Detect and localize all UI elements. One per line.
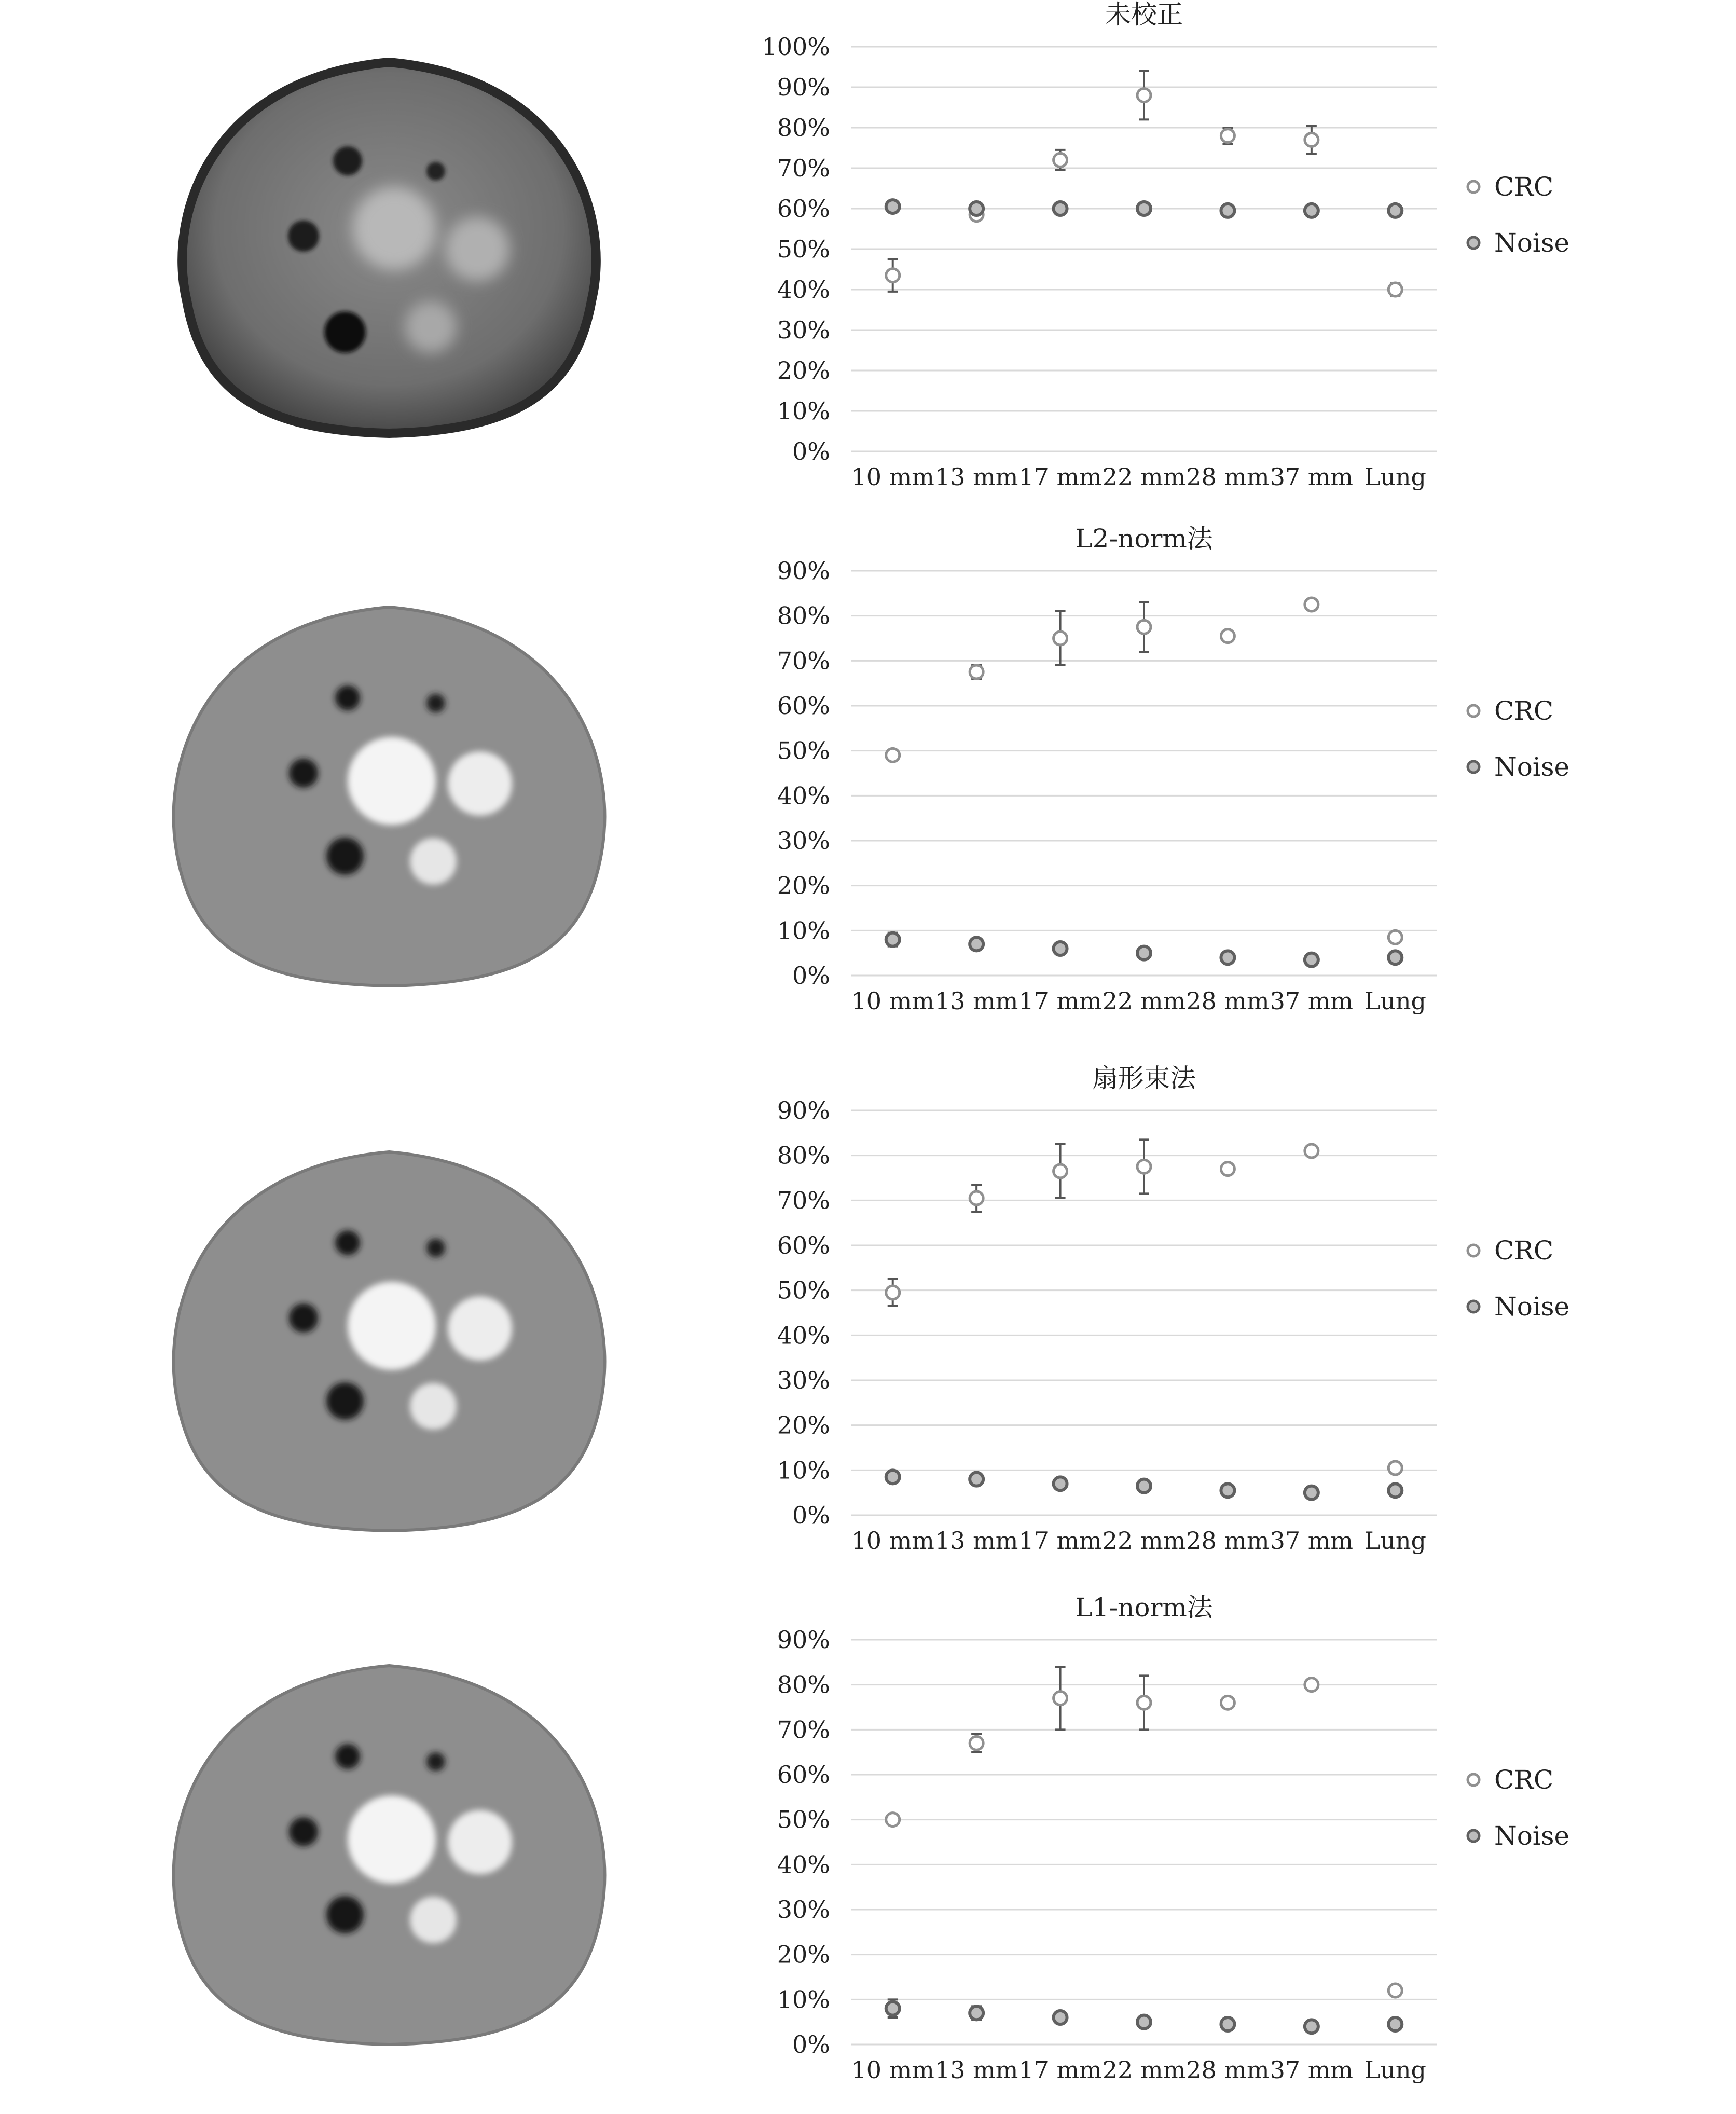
crc-point bbox=[886, 1286, 900, 1299]
legend-noise-label: Noise bbox=[1494, 1821, 1570, 1851]
cold-sphere-lung bbox=[326, 1896, 364, 1933]
y-tick-label: 70% bbox=[777, 647, 830, 675]
chart-uncorrected bbox=[747, 0, 1639, 519]
crc-point bbox=[970, 665, 983, 679]
hot-sphere-22mm bbox=[410, 1897, 457, 1943]
noise-point bbox=[970, 2006, 983, 2020]
hot-sphere-28mm bbox=[448, 751, 512, 816]
noise-point bbox=[1221, 2017, 1234, 2031]
chart-title: L2-norm法 bbox=[1075, 524, 1213, 554]
noise-point bbox=[1137, 2015, 1151, 2029]
x-tick-label: 17 mm bbox=[1018, 987, 1102, 1015]
crc-point bbox=[1305, 598, 1318, 611]
y-tick-label: 40% bbox=[777, 781, 830, 810]
cold-sphere-lung bbox=[326, 838, 364, 875]
y-tick-label: 20% bbox=[777, 1411, 830, 1439]
cold-sphere-17mm bbox=[288, 221, 319, 252]
hot-sphere-28mm bbox=[448, 1810, 512, 1874]
noise-point bbox=[1388, 951, 1402, 964]
cold-sphere-13mm bbox=[335, 1744, 360, 1769]
cold-sphere-13mm bbox=[335, 1230, 360, 1255]
hot-sphere-22mm bbox=[405, 301, 457, 353]
y-tick-label: 60% bbox=[777, 692, 830, 720]
crc-point bbox=[1305, 133, 1318, 146]
y-tick-label: 50% bbox=[777, 1805, 830, 1834]
cold-sphere-17mm bbox=[289, 1303, 318, 1333]
crc-point bbox=[1137, 620, 1151, 634]
y-tick-label: 40% bbox=[777, 276, 830, 304]
y-tick-label: 80% bbox=[777, 114, 830, 142]
x-tick-label: Lung bbox=[1364, 463, 1426, 491]
y-tick-label: 30% bbox=[777, 316, 830, 344]
hot-sphere-37mm bbox=[348, 1282, 436, 1370]
cold-sphere-13mm bbox=[335, 685, 360, 710]
y-tick-label: 50% bbox=[777, 1276, 830, 1305]
legend-noise-label: Noise bbox=[1494, 1292, 1570, 1322]
x-tick-label: 17 mm bbox=[1018, 2056, 1102, 2084]
crc-point bbox=[1221, 1696, 1234, 1709]
y-tick-label: 80% bbox=[777, 1670, 830, 1699]
x-tick-label: 28 mm bbox=[1186, 987, 1270, 1015]
hot-sphere-37mm bbox=[348, 737, 436, 825]
y-tick-label: 30% bbox=[777, 1896, 830, 1924]
y-tick-label: 70% bbox=[777, 154, 830, 182]
crc-point bbox=[1221, 629, 1234, 643]
x-tick-label: Lung bbox=[1364, 2056, 1426, 2084]
cold-sphere-lung bbox=[326, 1382, 364, 1420]
cold-sphere-17mm bbox=[289, 759, 318, 788]
chart-l2-norm bbox=[747, 524, 1639, 1043]
noise-point bbox=[1221, 951, 1234, 964]
x-tick-label: Lung bbox=[1364, 987, 1426, 1015]
chart-fan-beam bbox=[747, 1064, 1639, 1583]
crc-point bbox=[1054, 1164, 1067, 1178]
y-tick-label: 90% bbox=[777, 1096, 830, 1124]
y-tick-label: 100% bbox=[762, 33, 830, 61]
crc-point bbox=[1388, 283, 1402, 296]
legend-crc-marker bbox=[1468, 181, 1479, 193]
chart-l1-norm bbox=[747, 1593, 1639, 2112]
x-tick-label: 22 mm bbox=[1102, 987, 1186, 1015]
x-tick-label: 37 mm bbox=[1270, 987, 1354, 1015]
x-tick-label: 37 mm bbox=[1270, 463, 1354, 491]
noise-point bbox=[886, 2002, 900, 2015]
y-tick-label: 40% bbox=[777, 1850, 830, 1879]
x-tick-label: 10 mm bbox=[851, 987, 934, 1015]
y-tick-label: 10% bbox=[777, 916, 830, 945]
y-tick-label: 0% bbox=[792, 1501, 830, 1529]
crc-point bbox=[1388, 930, 1402, 944]
noise-point bbox=[886, 200, 900, 213]
y-tick-label: 40% bbox=[777, 1321, 830, 1350]
x-tick-label: 13 mm bbox=[934, 987, 1018, 1015]
y-tick-label: 20% bbox=[777, 1940, 830, 1969]
y-tick-label: 50% bbox=[777, 736, 830, 765]
y-tick-label: 10% bbox=[777, 397, 830, 425]
x-tick-label: 22 mm bbox=[1102, 2056, 1186, 2084]
y-tick-label: 60% bbox=[777, 1231, 830, 1259]
noise-point bbox=[1137, 202, 1151, 215]
cold-sphere-lung bbox=[324, 311, 366, 353]
y-tick-label: 80% bbox=[777, 1141, 830, 1170]
x-tick-label: 37 mm bbox=[1270, 2056, 1354, 2084]
y-tick-label: 0% bbox=[792, 2030, 830, 2058]
y-tick-label: 70% bbox=[777, 1715, 830, 1744]
noise-point bbox=[1305, 953, 1318, 967]
chart-title: L1-norm法 bbox=[1075, 1593, 1213, 1623]
legend-noise-marker bbox=[1468, 237, 1479, 249]
legend-crc-marker bbox=[1468, 1774, 1479, 1786]
noise-point bbox=[970, 1473, 983, 1486]
x-tick-label: Lung bbox=[1364, 1527, 1426, 1555]
crc-point bbox=[886, 269, 900, 282]
noise-point bbox=[1054, 1477, 1067, 1490]
x-tick-label: 28 mm bbox=[1186, 1527, 1270, 1555]
legend-noise-marker bbox=[1468, 761, 1479, 773]
noise-point bbox=[1221, 204, 1234, 217]
x-tick-label: 28 mm bbox=[1186, 2056, 1270, 2084]
noise-point bbox=[1305, 1486, 1318, 1500]
phantom-image-fan-beam bbox=[156, 1147, 623, 1541]
y-tick-label: 90% bbox=[777, 73, 830, 101]
crc-point bbox=[1305, 1144, 1318, 1158]
x-tick-label: 10 mm bbox=[851, 463, 934, 491]
legend-noise-label: Noise bbox=[1494, 228, 1570, 258]
crc-point bbox=[970, 1736, 983, 1750]
legend-crc-label: CRC bbox=[1494, 172, 1554, 202]
hot-sphere-28mm bbox=[445, 217, 509, 281]
y-tick-label: 30% bbox=[777, 1366, 830, 1394]
crc-point bbox=[1137, 1696, 1151, 1709]
x-tick-label: 22 mm bbox=[1102, 463, 1186, 491]
noise-point bbox=[1054, 2011, 1067, 2024]
y-tick-label: 70% bbox=[777, 1186, 830, 1215]
hot-sphere-37mm bbox=[353, 187, 436, 270]
crc-point bbox=[1054, 632, 1067, 645]
crc-point bbox=[1137, 89, 1151, 102]
x-tick-label: 22 mm bbox=[1102, 1527, 1186, 1555]
x-tick-label: 17 mm bbox=[1018, 1527, 1102, 1555]
phantom-image-uncorrected bbox=[156, 57, 623, 451]
x-tick-label: 13 mm bbox=[934, 1527, 1018, 1555]
y-tick-label: 60% bbox=[777, 1761, 830, 1789]
x-tick-label: 37 mm bbox=[1270, 1527, 1354, 1555]
crc-point bbox=[1054, 153, 1067, 167]
x-tick-label: 17 mm bbox=[1018, 463, 1102, 491]
noise-point bbox=[1221, 1484, 1234, 1497]
legend-crc-label: CRC bbox=[1494, 1765, 1554, 1795]
legend-crc-marker bbox=[1468, 1245, 1479, 1256]
y-tick-label: 20% bbox=[777, 356, 830, 385]
hot-sphere-22mm bbox=[410, 838, 457, 885]
y-tick-label: 90% bbox=[777, 557, 830, 585]
crc-point bbox=[1054, 1692, 1067, 1705]
x-tick-label: 13 mm bbox=[934, 463, 1018, 491]
y-tick-label: 30% bbox=[777, 827, 830, 855]
y-tick-label: 10% bbox=[777, 1456, 830, 1485]
y-tick-label: 10% bbox=[777, 1985, 830, 2014]
x-tick-label: 10 mm bbox=[851, 2056, 934, 2084]
legend-crc-marker bbox=[1468, 705, 1479, 717]
noise-point bbox=[1388, 204, 1402, 217]
cold-sphere-17mm bbox=[289, 1817, 318, 1846]
noise-point bbox=[970, 202, 983, 215]
y-tick-label: 80% bbox=[777, 601, 830, 630]
noise-point bbox=[970, 937, 983, 951]
noise-point bbox=[1054, 202, 1067, 215]
x-tick-label: 10 mm bbox=[851, 1527, 934, 1555]
noise-point bbox=[886, 1470, 900, 1484]
chart-title: 未校正 bbox=[1105, 0, 1183, 30]
crc-point bbox=[1388, 1461, 1402, 1475]
crc-point bbox=[1137, 1160, 1151, 1173]
legend-noise-marker bbox=[1468, 1301, 1479, 1312]
cold-sphere-13mm bbox=[333, 146, 362, 175]
y-tick-label: 0% bbox=[792, 437, 830, 465]
noise-point bbox=[1137, 946, 1151, 960]
crc-point bbox=[1221, 1162, 1234, 1176]
cold-sphere-10mm bbox=[426, 162, 445, 181]
x-tick-label: 28 mm bbox=[1186, 463, 1270, 491]
noise-point bbox=[1388, 1484, 1402, 1497]
crc-point bbox=[886, 748, 900, 762]
crc-point bbox=[970, 1191, 983, 1205]
legend-crc-label: CRC bbox=[1494, 696, 1554, 726]
crc-point bbox=[1221, 129, 1234, 143]
x-tick-label: 13 mm bbox=[934, 2056, 1018, 2084]
cold-sphere-10mm bbox=[426, 1752, 445, 1771]
chart-title: 扇形束法 bbox=[1092, 1063, 1196, 1093]
hot-sphere-37mm bbox=[348, 1795, 436, 1884]
noise-point bbox=[1054, 942, 1067, 955]
noise-point bbox=[1305, 204, 1318, 217]
y-tick-label: 0% bbox=[792, 962, 830, 990]
y-tick-label: 90% bbox=[777, 1626, 830, 1654]
legend-crc-label: CRC bbox=[1494, 1236, 1554, 1266]
legend-noise-marker bbox=[1468, 1830, 1479, 1842]
phantom-image-l1-norm bbox=[156, 1660, 623, 2055]
noise-point bbox=[886, 933, 900, 946]
hot-sphere-28mm bbox=[448, 1296, 512, 1361]
y-tick-label: 60% bbox=[777, 195, 830, 223]
crc-point bbox=[1388, 1984, 1402, 1997]
y-tick-label: 20% bbox=[777, 871, 830, 900]
hot-sphere-22mm bbox=[410, 1383, 457, 1430]
phantom-image-l2-norm bbox=[156, 602, 623, 996]
crc-point bbox=[886, 1813, 900, 1827]
noise-point bbox=[1137, 1479, 1151, 1493]
crc-point bbox=[1305, 1678, 1318, 1692]
cold-sphere-10mm bbox=[426, 694, 445, 712]
legend-noise-label: Noise bbox=[1494, 752, 1570, 782]
noise-point bbox=[1305, 2020, 1318, 2033]
cold-sphere-10mm bbox=[426, 1239, 445, 1257]
noise-point bbox=[1388, 2017, 1402, 2031]
y-tick-label: 50% bbox=[777, 235, 830, 263]
